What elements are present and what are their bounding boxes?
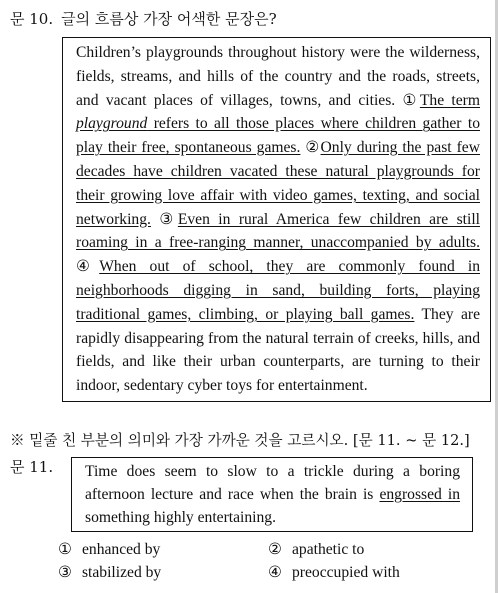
option-1-mark: ① [58,541,72,558]
sentence-2: Only during the past few decades have children vacated these natural playgrounds for their growing love affair with video games, texting, and social networking. [76,139,480,228]
option-4-mark: ④ [268,564,282,581]
question-11-sentence [71,457,473,532]
option-4-text: preoccupied with [291,564,400,581]
question-10-header [10,8,277,29]
question-11-part-b: something highly entertaining. [85,509,276,526]
sentence-1-part-b: refers to all those places where children gather to play their free, spontaneous games. [76,115,480,157]
question-10-number: 문 10. [10,10,54,28]
sentence-1-part-a: The term [419,91,480,109]
sentence-3-mark: ③ [159,210,178,228]
sentence-2-mark: ② [305,139,321,157]
option-2-mark: ② [268,541,282,558]
question-10-prompt: 글의 흐름상 가장 어색한 문장은? [61,10,277,28]
sentence-3: Even in rural America few children are still roaming in a free-ranging manner, unaccompanied by adults. [76,210,480,252]
option-4[interactable] [268,563,400,582]
sentence-1-mark: ① [402,91,420,109]
sentence-1-italic-term: playground [76,115,148,133]
passage-intro: Children’s playgrounds throughout history were the wilderness, fields, streams, and hills of the country and the roads, streets, and vacant places of villages, towns, and cities. [76,44,480,109]
option-2-text: apathetic to [291,541,365,558]
option-3-mark: ③ [58,564,72,581]
question-11-part-a: Time does seem to slow to a trickle during a boring afternoon lecture and race when the brain is [85,463,460,503]
question-11-underlined: engrossed in [379,486,461,503]
sentence-4-mark: ④ [76,258,100,276]
option-3-text: stabilized by [81,564,162,581]
option-1[interactable] [58,540,160,559]
option-1-text: enhanced by [81,541,161,558]
option-3[interactable] [58,563,161,582]
sentence-4: When out of school, they are commonly found in neighborhoods digging in sand, building forts, playing traditional games, climbing, or playing ball games. [76,258,480,323]
section-instruction: ※ 밑줄 친 부분의 의미와 가장 가까운 것을 고르시오. [문 11. ~ 문 12.] [10,432,470,449]
question-10-passage [62,37,491,402]
option-2[interactable] [268,540,364,559]
passage-outro: They are rapidly disappearing from the natural terrain of creeks, hills, and fields, and like their urban counterparts, are turning to their indoor, sedentary cyber toys for entertainment. [76,305,480,395]
question-11-number: 문 11. [10,458,54,476]
